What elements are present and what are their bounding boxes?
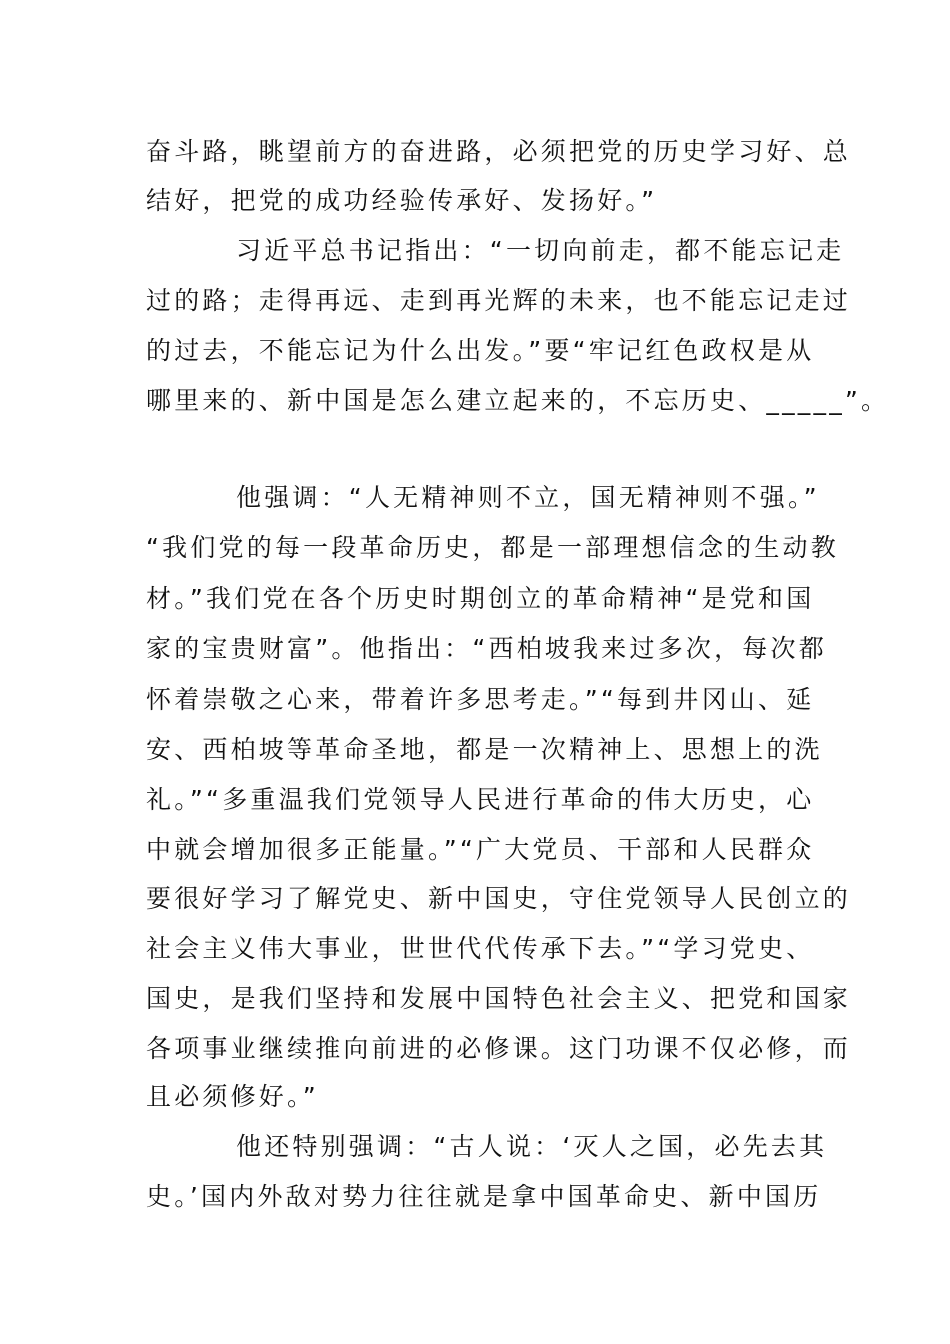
text-line-17: 国史，是我们坚持和发展中国特色社会主义、把党和国家	[146, 984, 852, 1013]
text-line-14: 中就会增加很多正能量。”“广大党员、干部和人民群众	[146, 835, 815, 864]
text-line-5: 的过去，不能忘记为什么出发。”要“牢记红色政权是从	[146, 336, 815, 365]
text-line-1: 奋斗路，眺望前方的奋进路，必须把党的历史学习好、总	[146, 137, 852, 166]
text-line-19: 且必须修好。”	[146, 1082, 319, 1111]
paragraph-4-first-line: 他还特别强调：“古人说：‘灭人之国，必先去其	[236, 1132, 828, 1161]
paragraph-3-first-line: 他强调：“人无精神则不立，国无精神则不强。”	[236, 483, 820, 512]
paragraph-2-first-line: 习近平总书记指出：“一切向前走，都不能忘记走	[236, 236, 845, 265]
text-line-4: 过的路；走得再远、走到再光辉的未来，也不能忘记走过	[146, 286, 852, 315]
text-line-11: 怀着崇敬之心来，带着许多思考走。”“每到井冈山、延	[146, 685, 815, 714]
text-line-13: 礼。”“多重温我们党领导人民进行革命的伟大历史，心	[146, 785, 815, 814]
text-line-15: 要很好学习了解党史、新中国史，守住党领导人民创立的	[146, 884, 852, 913]
text-line-18: 各项事业继续推向前进的必修课。这门功课不仅必修，而	[146, 1034, 852, 1063]
text-line-21: 史。’国内外敌对势力往往就是拿中国革命史、新中国历	[146, 1182, 822, 1211]
text-line-2: 结好，把党的成功经验传承好、发扬好。”	[146, 186, 658, 215]
text-line-16: 社会主义伟大事业，世世代代传承下去。”“学习党史、	[146, 934, 815, 963]
text-line-6-blank: 哪里来的、新中国是怎么建立起来的，不忘历史、_____”。	[146, 386, 890, 415]
text-line-8: “我们党的每一段革命历史，都是一部理想信念的生动教	[146, 533, 839, 562]
text-line-12: 安、西柏坡等革命圣地，都是一次精神上、思想上的洗	[146, 735, 823, 764]
text-line-10: 家的宝贵财富”。他指出：“西柏坡我来过多次，每次都	[146, 634, 827, 663]
text-line-9: 材。”我们党在各个历史时期创立的革命精神“是党和国	[146, 584, 815, 613]
